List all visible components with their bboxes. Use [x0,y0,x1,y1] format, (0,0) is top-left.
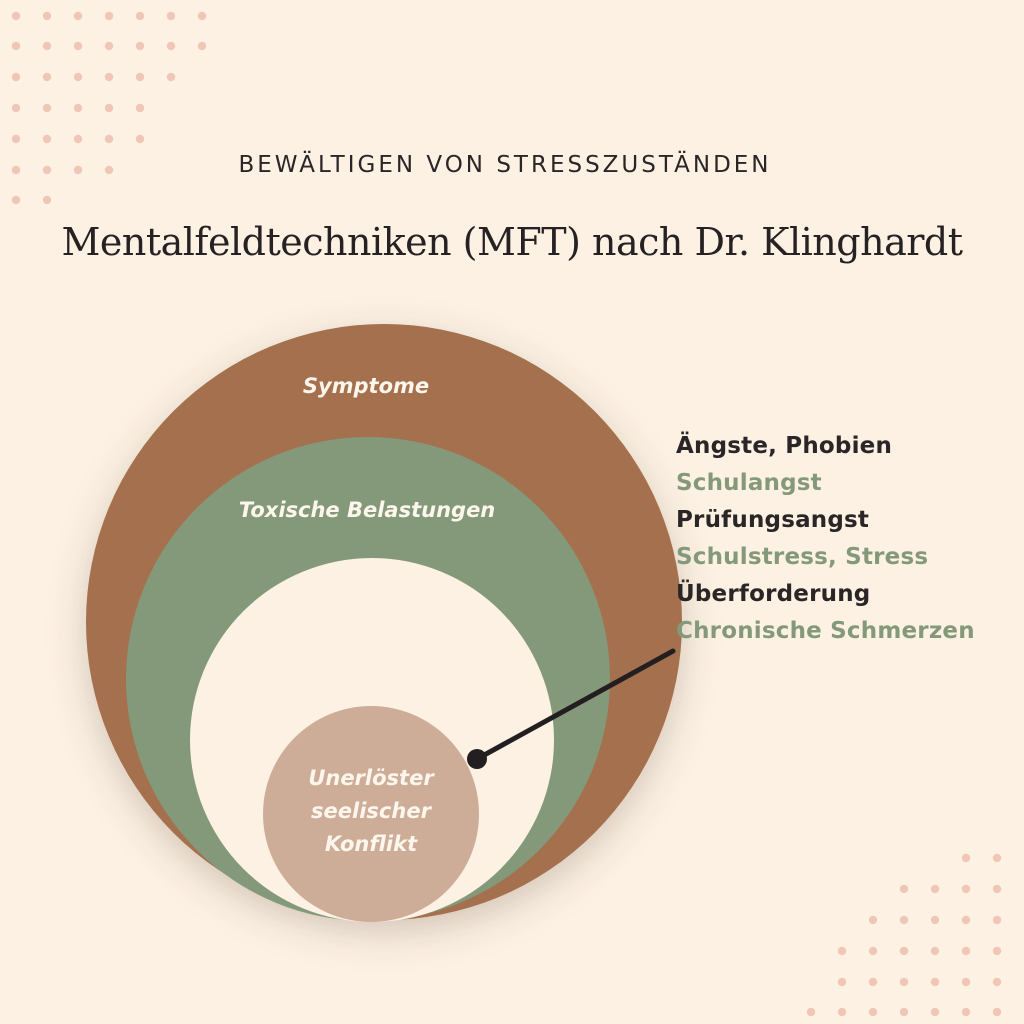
pointer-dot [467,749,487,769]
symptom-list [676,428,1021,650]
core-label-line-2: seelischer [311,799,431,823]
outer-circle-label: Symptome [302,374,430,398]
middle-circle-label: Toxische Belastungen [238,498,496,522]
symptom-list-item: Prüfungsangst [676,507,870,533]
symptom-list-item: Überforderung [676,581,871,607]
symptom-list-item: Schulangst [676,470,822,496]
symptom-list-item: Chronische Schmerzen [676,618,975,644]
symptom-list-item: Ängste, Phobien [676,433,893,459]
core-label-line-3: Konflikt [324,832,418,856]
page-title: Mentalfeldtechniken (MFT) nach Dr. Klinghardt [61,220,963,264]
kicker-heading: BEWÄLTIGEN VON STRESSZUSTÄNDEN [238,152,772,178]
symptom-list-item: Schulstress, Stress [676,544,929,570]
core-label-line-1: Unerlöster [308,766,434,790]
